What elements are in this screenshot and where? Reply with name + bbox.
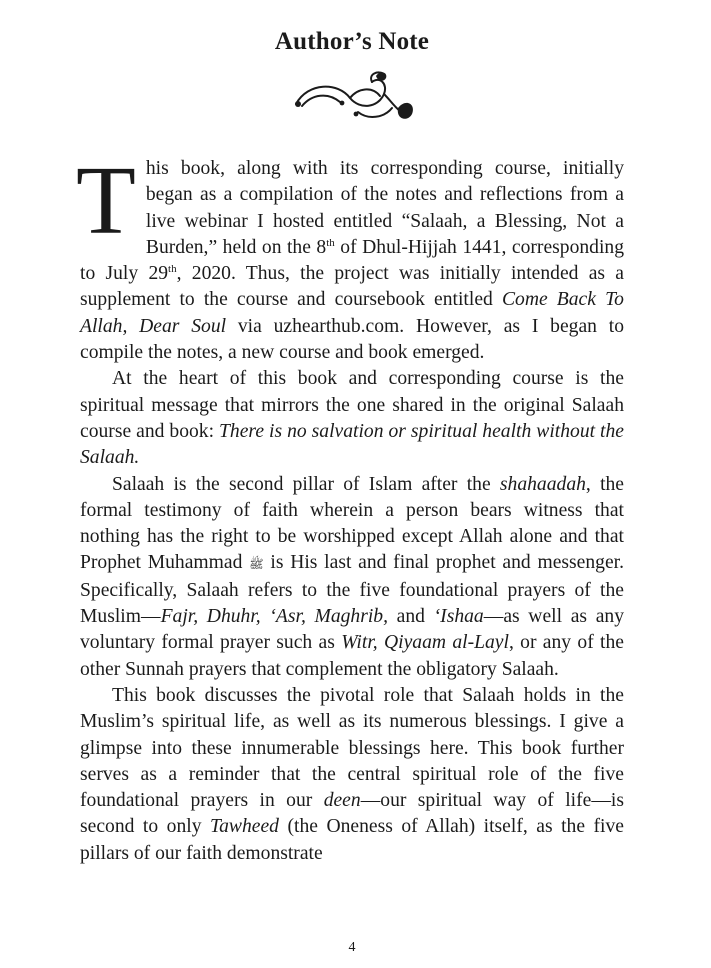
salutation-symbol: ﷺ [249, 557, 264, 572]
key-message-italic: There is no salvation or spiritual health without the Salaah. [80, 420, 624, 469]
drop-cap: T [76, 147, 136, 255]
book-title-italic: Come Back To Allah, Dear Soul [80, 289, 624, 337]
paragraph-2: At the heart of this book and corresponding course is the spiritual message that mirrors the one shared in the original Salaah course and book: There is no salvation or spiritual health without the Salaah. [80, 368, 624, 469]
paragraph-4: This book discusses the pivotal role that Salaah holds in the Muslim’s spiritual life, as well as its numerous blessings. I give a glimpse into these innumerable blessings here. This book further serves as a reminder that the central spiritual role of the five foundational prayers in our deen—our spiritual way of life—is second to only Tawheed (the Oneness of Allah) itself, as the five pillars of our faith demonstrate [80, 684, 624, 864]
paragraph-1: This book, along with its corresponding course, initially began as a compilation of the notes and reflections from a live webinar I hosted entitled “Salaah, a Blessing, Not a Burden,” held on the 8th of Dhul-Hijjah 1441, corresponding to July 29th, 2020. Thus, the project was initially intended as a supplement to the course and coursebook entitled Come Back To Allah, Dear Soul via uzhearthub.com. However, as I began to compile the notes, a new course and book emerged. [76, 147, 624, 364]
book-page [76, 0, 625, 968]
floral-flourish-icon [288, 68, 418, 124]
paragraph-3: Salaah is the second pillar of Islam after the shahaadah, the formal testimony of faith wherein a person bears witness that nothing has the right to be worshipped except Allah alone and that Prophet Muhammad ﷺ is His last and final prophet and messenger. Specifically, Salaah refers to the five foundational prayers of the Muslim—Fajr, Dhuhr, ‘Asr, Maghrib, and ‘Ishaa—as well as any voluntary formal prayer such as Witr, Qiyaam al-Layl, or any of the other Sunnah prayers that complement the obligatory Salaah. [80, 473, 625, 680]
chapter-title: Author’s Note [274, 28, 430, 55]
body-text [76, 147, 625, 867]
page-number: 4 [348, 940, 356, 955]
